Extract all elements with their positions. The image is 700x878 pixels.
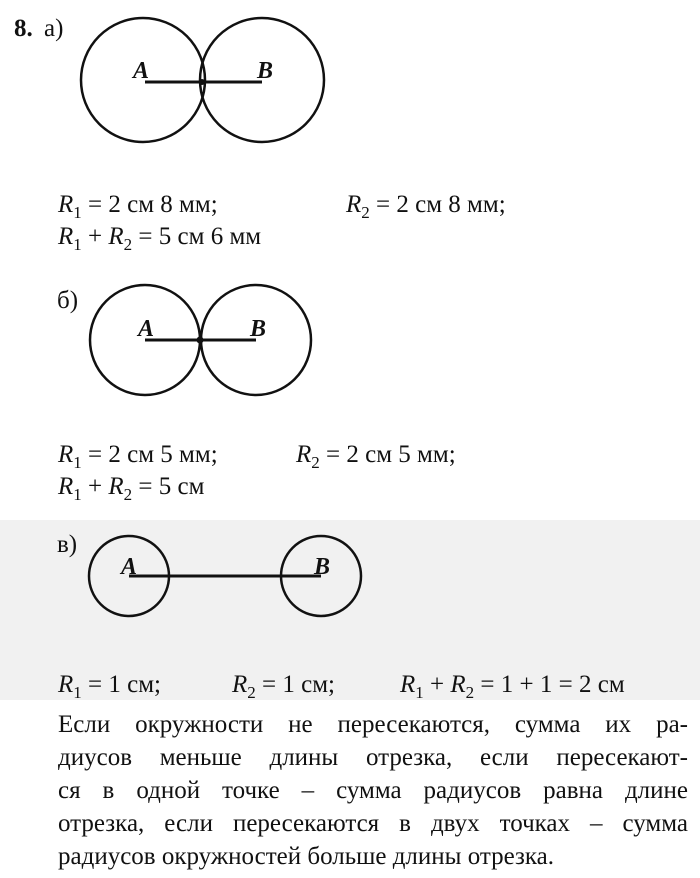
part-b-r2: $R_2 = 2$ см 5 мм; xyxy=(296,441,456,472)
problem-number: 8. xyxy=(14,15,33,42)
intersection-dot-a xyxy=(199,79,205,85)
part-v-r2: $R_2 = 1$ см; xyxy=(232,671,335,702)
point-a-label: A xyxy=(133,58,150,84)
conclusion-line: радиусов окружностей больше длины отрезка. xyxy=(58,843,555,870)
conclusion-line: ся в одной точке – сумма радиусов равна длине xyxy=(58,777,688,804)
conclusion-line: отрезка, если пересекаются в двух точках – сумма xyxy=(58,810,688,837)
part-b-r1: $R_1 = 2$ см 5 мм; xyxy=(58,441,218,472)
point-a-label: A xyxy=(121,554,138,580)
part-v-sum: $R_1 + R_2 = 1 + 1 = 2$ см xyxy=(400,671,625,702)
conclusion-paragraph xyxy=(58,708,688,873)
point-a-label: A xyxy=(138,316,155,342)
point-b-label: B xyxy=(257,58,274,84)
conclusion-line: диусов меньше длины отрезка, если пересекают- xyxy=(58,744,688,771)
part-a-r1: $R_1 = 2$ см 8 мм; xyxy=(58,191,218,222)
conclusion-line: Если окружности не пересекаются, сумма их ра- xyxy=(58,711,688,738)
part-a-label: а) xyxy=(44,15,64,42)
part-b-sum: $R_1 + R_2 = 5$ см xyxy=(58,473,205,504)
tangent-dot-b xyxy=(197,337,204,344)
point-b-label: B xyxy=(250,316,267,342)
point-b-label: B xyxy=(314,554,331,580)
part-a-sum: $R_1 + R_2 = 5$ см 6 мм xyxy=(58,223,262,254)
part-b-label: б) xyxy=(57,287,79,314)
part-v-label: в) xyxy=(57,531,78,558)
part-a-r2: $R_2 = 2$ см 8 мм; xyxy=(346,191,506,222)
part-v-r1: $R_1 = 1$ см; xyxy=(58,671,161,702)
